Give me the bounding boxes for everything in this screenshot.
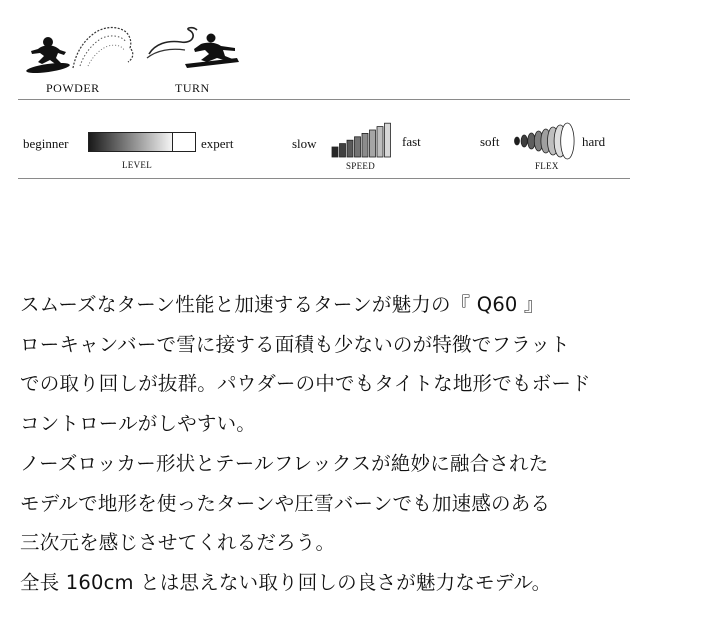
description-line: スムーズなターン性能と加速するターンが魅力の『 Q60 』 <box>20 293 544 316</box>
speed-right-label: fast <box>402 134 421 149</box>
speed-caption: SPEED <box>346 161 376 171</box>
speed-bar <box>340 144 346 157</box>
speed-bars <box>330 122 396 158</box>
speed-bar <box>385 123 391 157</box>
level-bar-fill <box>89 133 173 151</box>
powder-rider-icon <box>18 22 136 80</box>
divider-bottom <box>18 178 630 179</box>
flex-left-label: soft <box>480 134 500 149</box>
speed-bar <box>347 140 353 157</box>
speed-left-label: slow <box>292 136 317 151</box>
speed-bar <box>332 147 338 157</box>
description-line: ノーズロッカー形状とテールフレックスが絶妙に融合された <box>20 451 549 475</box>
flex-ring <box>561 123 574 159</box>
level-caption: LEVEL <box>122 160 152 170</box>
flex-ring <box>515 137 520 145</box>
divider-top <box>18 99 630 100</box>
flex-ring <box>521 135 527 147</box>
level-bar <box>88 132 196 152</box>
speed-bar <box>370 130 376 157</box>
description-line: での取り回しが抜群。パウダーの中でもタイトな地形でもボード <box>20 372 591 396</box>
level-right-label: expert <box>201 136 234 151</box>
description-line: 全長 160cm とは思えない取り回しの良さが魅力なモデル。 <box>20 570 552 594</box>
speed-bar <box>377 127 383 157</box>
description-line: ローキャンバーで雪に接する面積も少ないのが特徴でフラット <box>20 332 570 356</box>
description-line: モデルで地形を使ったターンや圧雪バーンでも加速感のある <box>20 491 551 515</box>
speed-bar <box>362 133 368 157</box>
flex-rings <box>512 122 580 160</box>
level-left-label: beginner <box>23 136 69 151</box>
speed-bar <box>355 137 361 157</box>
description-line: 三次元を感じさせてくれるだろう。 <box>20 531 336 555</box>
style-label-turn: TURN <box>175 81 210 95</box>
turn-rider-icon <box>145 24 250 76</box>
flex-caption: FLEX <box>535 161 559 171</box>
description-paragraph <box>20 285 700 603</box>
description-line: コントロールがしやすい。 <box>20 412 257 436</box>
style-label-powder: POWDER <box>46 81 100 95</box>
flex-right-label: hard <box>582 134 606 149</box>
